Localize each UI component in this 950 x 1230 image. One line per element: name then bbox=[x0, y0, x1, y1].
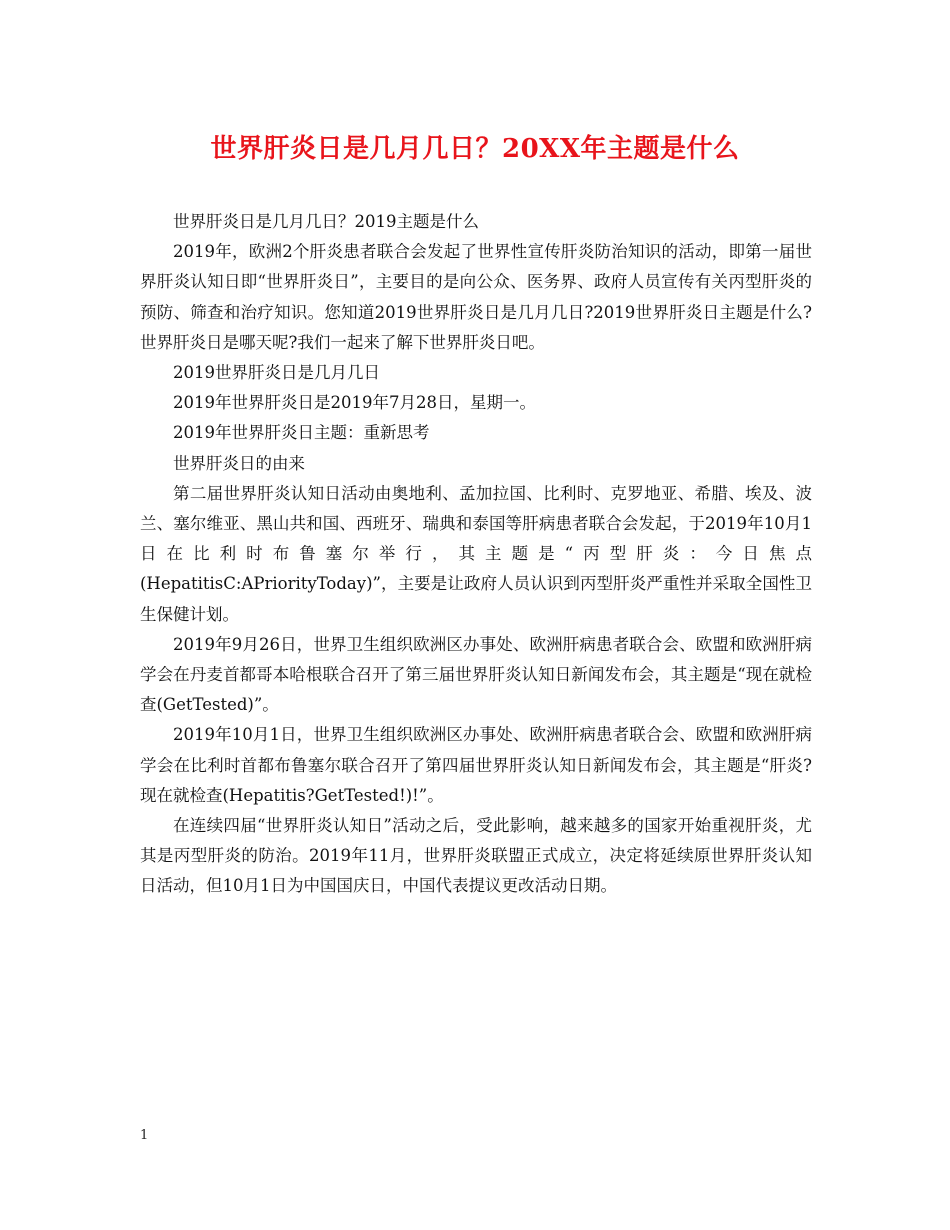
page-number: 1 bbox=[140, 1128, 149, 1143]
paragraph-heading-date: 2019世界肝炎日是几月几日 bbox=[173, 363, 380, 383]
paragraph-subtitle: 世界肝炎日是几月几日？2019主题是什么 bbox=[173, 212, 479, 231]
paragraph-theme: 2019年世界肝炎日主题：重新思考 bbox=[173, 423, 430, 443]
paragraph-fourth-event: 2019年10月1日，世界卫生组织欧洲区办事处、欧洲肝病患者联合会、欧盟和欧洲肝病学会在比利时首都布鲁塞尔联合召开了第四届世界肝炎认知日新闻发布会，其主题是“肝炎?现在就检查(Hepatitis?GetTested!)!”。 bbox=[140, 725, 812, 805]
document-body bbox=[140, 207, 812, 902]
paragraph-heading-origin: 世界肝炎日的由来 bbox=[173, 453, 305, 473]
paragraph-alliance: 在连续四届“世界肝炎认知日”活动之后，受此影响，越来越多的国家开始重视肝炎，尤其是丙型肝炎的防治。2019年11月，世界肝炎联盟正式成立，决定将延续原世界肝炎认知日活动，但10月1日为中国国庆日，中国代表提议更改活动日期。 bbox=[140, 816, 812, 896]
document-title: 世界肝炎日是几月几日？20XX年主题是什么 bbox=[210, 134, 740, 164]
paragraph-date: 2019年世界肝炎日是2019年7月28日，星期一。 bbox=[173, 393, 536, 413]
paragraph-second-event: 第二届世界肝炎认知日活动由奥地利、孟加拉国、比利时、克罗地亚、希腊、埃及、波兰、塞尔维亚、黑山共和国、西班牙、瑞典和泰国等肝病患者联合会发起，于2019年10月1日在比利时布鲁塞尔举行，其主题是“丙型肝炎：今日焦点(HepatitisC:APriorityToday)”，主要是让政府人员认识到丙型肝炎严重性并采取全国性卫生保健计划。 bbox=[140, 483, 812, 624]
paragraph-intro: 2019年，欧洲2个肝炎患者联合会发起了世界性宣传肝炎防治知识的活动，即第一届世界肝炎认知日即“世界肝炎日”，主要目的是向公众、医务界、政府人员宣传有关丙型肝炎的预防、筛查和治疗知识。您知道2019世界肝炎日是几月几日?2019世界肝炎日主题是什么?世界肝炎日是哪天呢?我们一起来了解下世界肝炎日吧。 bbox=[140, 242, 812, 352]
paragraph-third-event: 2019年9月26日，世界卫生组织欧洲区办事处、欧洲肝病患者联合会、欧盟和欧洲肝病学会在丹麦首都哥本哈根联合召开了第三届世界肝炎认知日新闻发布会，其主题是“现在就检查(GetTested)”。 bbox=[140, 634, 812, 715]
